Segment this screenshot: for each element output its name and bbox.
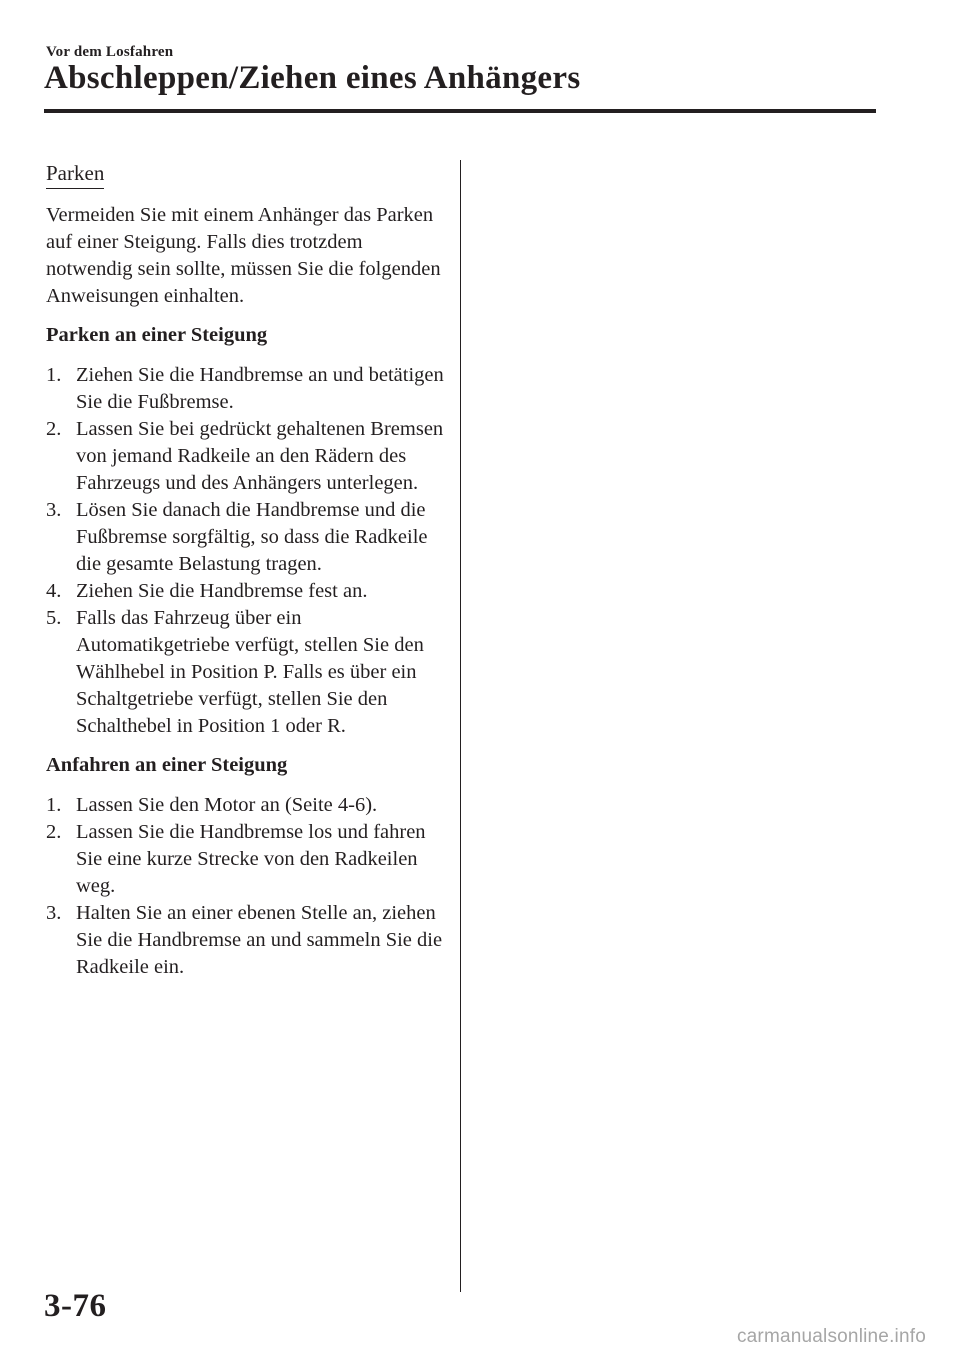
intro-paragraph: Vermeiden Sie mit einem Anhänger das Parken auf einer Steigung. Falls dies trotzdem notwendig sein sollte, müssen Sie die folgenden Anweisungen einhalten. [46,204,441,307]
watermark: carmanualsonline.info [736,1326,926,1347]
page-number: 3-76 [44,1288,107,1324]
list-item [46,792,446,819]
list-item [46,900,446,981]
left-column [46,160,446,993]
parken-heading: Parken [46,160,104,189]
section-label: Vor dem Losfahren [46,44,174,60]
parking-on-slope-heading: Parken an einer Steigung [46,324,268,346]
list-item [46,819,446,900]
step-number: 4. [46,580,62,602]
parking-steps-list [46,362,446,740]
step-number: 5. [46,607,62,629]
step-number: 3. [46,499,62,521]
column-divider [460,160,461,1292]
step-number: 1. [46,794,62,816]
step-text: Ziehen Sie die Handbremse an und betätigen Sie die Fußbremse. [76,364,444,413]
starting-on-slope-heading: Anfahren an einer Steigung [46,754,288,776]
list-item [46,605,446,740]
list-item [46,497,446,578]
step-text: Ziehen Sie die Handbremse fest an. [76,580,368,602]
starting-steps-list [46,792,446,981]
list-item [46,416,446,497]
step-text: Falls das Fahrzeug über ein Automatikgetriebe verfügt, stellen Sie den Wählhebel in Position P. Falls es über ein Schaltgetriebe verfügt, stellen Sie den Schalthebel in Position 1 oder R. [76,607,424,737]
step-text: Lassen Sie bei gedrückt gehaltenen Bremsen von jemand Radkeile an den Rädern des Fahrzeugs und des Anhängers unterlegen. [76,418,444,494]
list-item [46,362,446,416]
step-text: Halten Sie an einer ebenen Stelle an, ziehen Sie die Handbremse an und sammeln Sie die Radkeile ein. [76,902,443,978]
title-rule [44,109,876,113]
step-number: 3. [46,902,62,924]
step-text: Lösen Sie danach die Handbremse und die Fußbremse sorgfältig, so dass die Radkeile die gesamte Belastung tragen. [76,499,428,575]
step-text: Lassen Sie die Handbremse los und fahren Sie eine kurze Strecke von den Radkeilen weg. [76,821,426,897]
list-item [46,578,446,605]
step-number: 1. [46,364,62,386]
chapter-title: Abschleppen/Ziehen eines Anhängers [44,60,581,96]
step-number: 2. [46,821,62,843]
step-number: 2. [46,418,62,440]
step-text: Lassen Sie den Motor an (Seite 4-6). [76,794,378,816]
